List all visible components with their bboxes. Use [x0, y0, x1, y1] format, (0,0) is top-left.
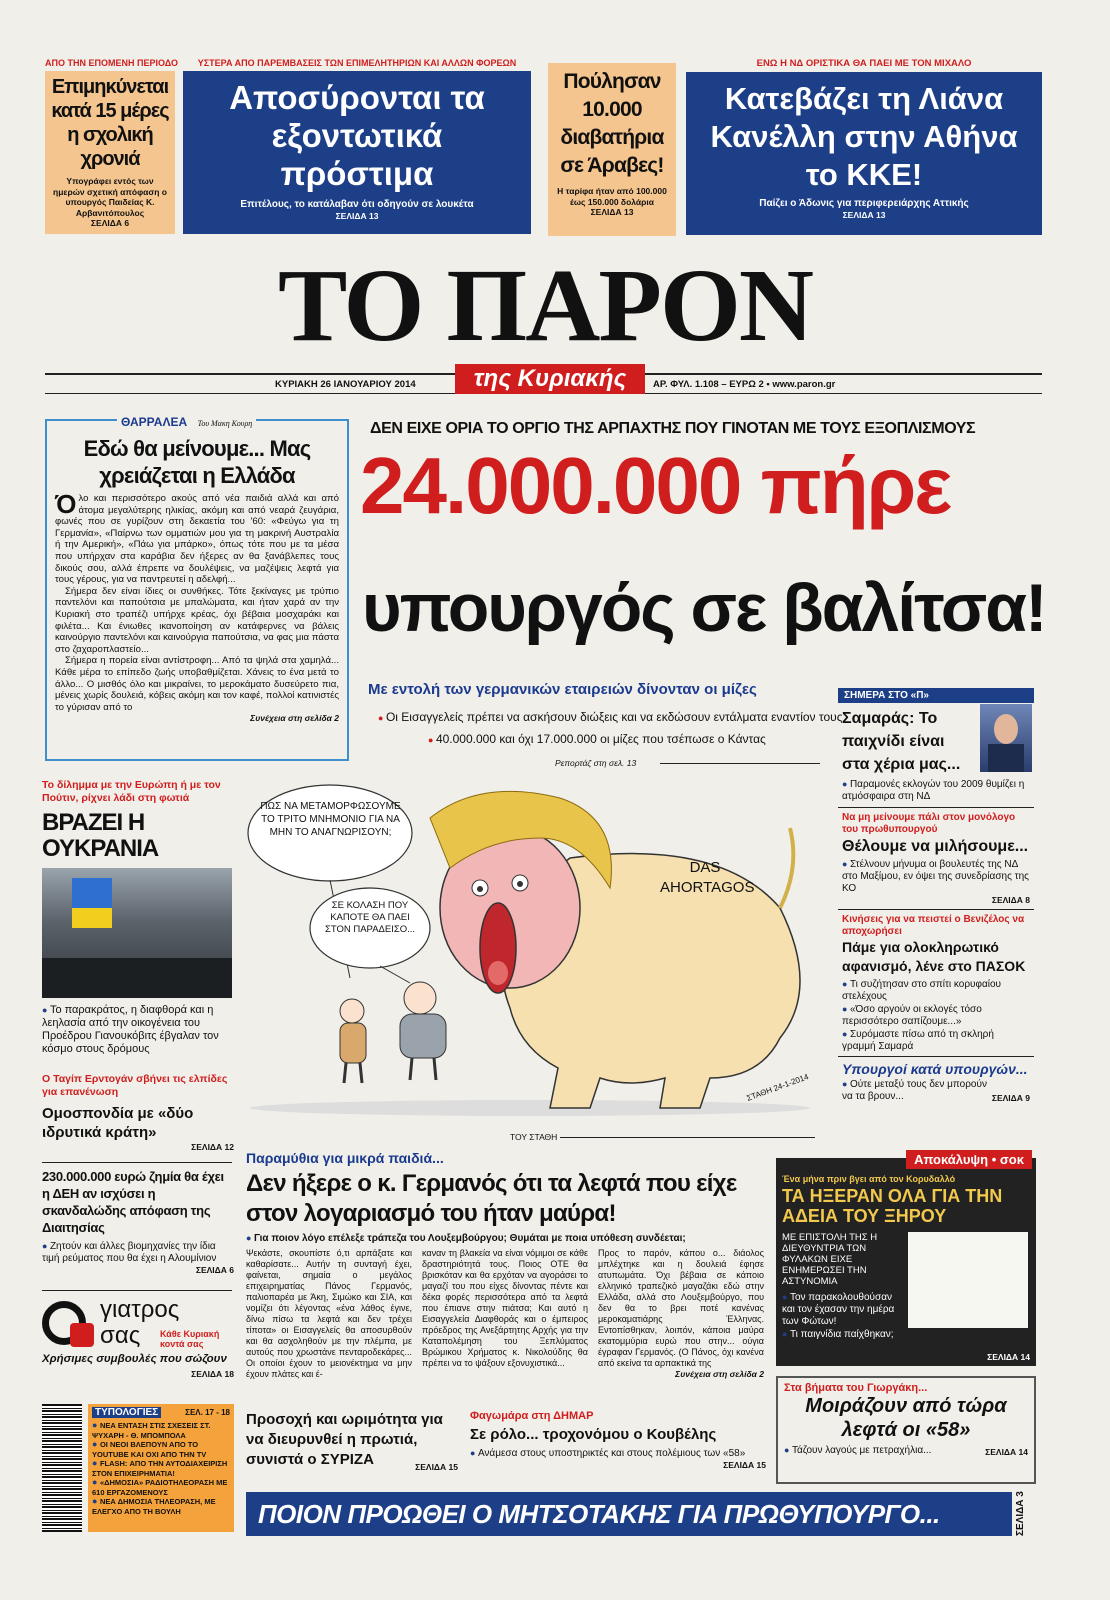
story-erdogan[interactable] [42, 1073, 234, 1153]
page-ref: ΣΕΛΙΔΑ 13 [590, 207, 634, 217]
kicker: ΕΝΩ Η ΝΔ ΟΡΙΣΤΙΚΑ ΘΑ ΠΑΕΙ ΜΕ ΤΟΝ ΜΙΧΑΛΟ [756, 58, 972, 69]
nd-headline: Θέλουμε να μιλήσουμε... [842, 838, 1029, 855]
column-label: ΘΑΡΡΑΛΕΑ [121, 415, 188, 429]
item: ● ΝΕΑ ΕΝΤΑΣΗ ΣΤΙΣ ΣΧΕΣΕΙΣ ΣΤ. ΨΥΧΑΡΗ - Θ. ΜΠΟΜΠΟΛΑ [92, 1421, 230, 1440]
headline: Πούλησαν 10.000 διαβατήρια σε Άραβες! [560, 70, 664, 177]
bottom-banner[interactable] [246, 1492, 1012, 1536]
story-58[interactable] [776, 1376, 1036, 1484]
top-story-fines[interactable] [183, 58, 531, 236]
bullet-1: ● Τον παρακολουθούσαν και τον έχασαν την ημέρα των Φώτων! [782, 1291, 902, 1328]
page-ref: ΣΕΛΙΔΑ 15 [723, 1460, 766, 1470]
column-text: Όλο και περισσότερο ακούς από νέα παιδιά αλλά και από άτομα μεγαλύτερης ηλικίας, ακόμη και από νεαρά ζευγάρια, φωνές που σε γυρίζουν στη δεκαετία του '60: «Φεύγω για τη Γερμανία», «Παίρνω των ομματιών μου για τη μακρινή Αυστραλία ή την Αμερική», «Πάω για μπάρκο», όπως τότε που με τα μέσα που υπήρχαν στα καράβια δεν ήξερες αν θα ξανάβλεπες τους δικούς σου, αλλά έπρεπε να δουλέψεις, να μαζέψεις λεφτά για τους γέρους, για να παντρευτεί η αδελφή... [55, 489, 339, 586]
headline: ΒΡΑΖΕΙ Η ΟΥΚΡΑΝΙΑ [42, 809, 159, 862]
bullet: Υπογράφει εντός των ημερών σχετική απόφαση ο υπουργός Παιδείας Κ. Αρβανιτόπουλος [53, 176, 167, 218]
text: ΜΕ ΕΠΙΣΤΟΛΗ ΤΗΣ Η ΔΙΕΥΘΥΝΤΡΙΑ ΤΩΝ ΦΥΛΑΚΩΝ ΕΙΧΕ ΕΝΗΜΕΡΩΣΕΙ ΤΗΝ ΑΣΤΥΝΟΜΙΑ [782, 1232, 878, 1287]
item: ● ΝΕΑ ΔΗΜΟΣΙΑ ΤΗΛΕΟΡΑΣΗ, ΜΕ ΕΛΕΓΧΟ ΑΠΟ ΤΗ ΒΟΥΛΗ [92, 1497, 230, 1516]
doctor-logo-text-1: γιατρος [100, 1296, 180, 1323]
ministers-page: ΣΕΛΙΔΑ 9 [991, 1092, 1030, 1103]
kicker: ΑΠΟ ΤΗΝ ΕΠΟΜΕΝΗ ΠΕΡΙΟΔΟ [45, 58, 178, 68]
continue-note[interactable]: Συνέχεια στη σελίδα 2 [675, 1369, 764, 1379]
headline: ΤΑ ΗΞΕΡΑΝ ΟΛΑ ΓΙΑ ΤΗΝ ΑΔΕΙΑ ΤΟΥ ΞΗΡΟΥ [782, 1186, 1003, 1226]
cartoon-credit: ΤΟΥ ΣΤΑΘΗ [510, 1132, 558, 1142]
bullet: Η ταρίφα ήταν από 100.000 έως 150.000 δολάρια [557, 186, 667, 207]
pasok-bullet-1: ● Τι συζήτησαν στο σπίτι κορυφαίου στελέχους [838, 978, 1034, 1003]
samaras-headline: Σαμαράς: Το παιχνίδι είναι στα χέρια μας... [842, 710, 961, 773]
cross-icon [70, 1323, 94, 1347]
masthead-title: ΤΟ ΠΑΡΟΝ [278, 248, 812, 363]
samaras-bullet: ● Παραμονές εκλογών του 2009 θυμίζει η ατμόσφαιρα στη ΝΔ [838, 778, 1034, 803]
main-headline-black: υπουργός σε βαλίτσα! [362, 570, 1046, 646]
bullet: ● Το παρακράτος, η διαφθορά και η λεηλασία από την οικογένεια του Προέδρου Γιανουκόβιτς έβγαλαν τον κόσμο στους δρόμους [42, 1004, 234, 1056]
nd-page: ΣΕΛΙΔΑ 8 [991, 895, 1030, 905]
top-story-kke[interactable] [686, 58, 1042, 236]
masthead-subtitle: της Κυριακής [455, 364, 645, 394]
cartoon-bubble-1: ΠΩΣ ΝΑ ΜΕΤΑΜΟΡΦΩΣΟΥΜΕ ΤΟ ΤΡΙΤΟ ΜΝΗΜΟΝΙΟ ΓΙΑ ΝΑ ΜΗΝ ΤΟ ΑΝΑΓΝΩΡΙΣΟΥΝ; [260, 801, 401, 838]
kicker: Ένα μήνα πριν βγει από τον Κορυδαλλό [782, 1174, 956, 1184]
doctor-slogan: Χρήσιμες συμβουλές που σώζουν [42, 1353, 227, 1365]
headline: Μοιράζουν από τώρα λεφτά οι «58» [805, 1395, 1007, 1441]
story-xirou[interactable] [776, 1152, 1036, 1366]
headline: Δεν ήξερε ο κ. Γερμανός ότι τα λεφτά που είχε στον λογαριασμό του ήταν μαύρα! [246, 1170, 737, 1227]
bullet: Παίζει ο Άδωνις για περιφερειάρχης Αττικής [759, 198, 969, 209]
nd-bullet: ● Στέλνουν μήνυμα οι βουλευτές της ΝΔ στο Μαξίμου, εν όψει της συνεδρίασης της ΚΟ [838, 858, 1034, 895]
pasok-bullet-3: ● Συρόμαστε πίσω από τη σκληρή γραμμή Σαμαρά [838, 1028, 1034, 1053]
page-ref: ΣΕΛΙΔΑ 14 [985, 1447, 1028, 1457]
story-dimar[interactable] [470, 1410, 766, 1471]
banner-page-ref: ΣΕΛΙΔΑ 3 [1015, 1491, 1026, 1536]
page-ref: ΣΕΛΙΔΑ 15 [415, 1462, 458, 1472]
masthead-date: ΚΥΡΙΑΚΗ 26 ΙΑΝΟΥΑΡΙΟΥ 2014 [275, 379, 416, 390]
photo-protest [42, 868, 232, 998]
bullet: ● Ζητούν και άλλες βιομηχανίες την ίδια τιμή ρεύματος που θα έχει η Αλουμίνιον [42, 1240, 234, 1265]
story-syriza[interactable] [246, 1410, 458, 1473]
page-ref: ΣΕΛΙΔΑ 14 [987, 1351, 1030, 1362]
item: ● ΟΙ ΝΕΟΙ ΒΛΕΠΟΥΝ ΑΠΟ ΤΟ YOUTUBE ΚΑΙ ΟΧΙ ΑΠΟ ΤΗΝ TV [92, 1440, 230, 1459]
cartoon-label: DAS AHORTAGOS [660, 859, 755, 896]
headline: Επιμηκύνεται κατά 15 μέρες η σχολική χρονιά [51, 76, 169, 170]
headline: Αποσύρονται τα εξοντωτικά πρόστιμα [229, 79, 485, 192]
nd-kicker: Να μη μείνουμε πάλι στον μονόλογο του πρωθυπουργού [842, 812, 1016, 835]
column-tharralea[interactable]: ΘΑΡΡΑΛΕΑ Του Μακη Κουρη Εδώ θα μείνουμε... Μας χρειάζεται η Ελλάδα Όλο και περισσότερο ακούς από νέα παιδιά αλλά και από άτομα μεγαλύτερης ηλικίας, ακόμη και από νεαρά ζευγάρια, φωνές που σε γυρίζουν στη δεκαετία του '60: «Φεύγω για τη Γερμανία», «Παίρνω των ομματιών μου για τη μακρινή Αυστραλία ή την Αμερική», «Πάω για μπάρκο», όπως τότε που με τα μέσα που υπήρχαν στα καράβια δεν ήξερες αν θα ξανάβλεπες τους δικούς σου, αλλά έπρεπε να δουλέψεις, να μαζέψεις λεφτά για τους γέρους, για να παντρευτεί η αδελφή... Σήμερα δεν είναι ίδιες οι συνθήκες. Τότε ξεκίναγες με τρύπιο παντελόνι και παπούτσια με μπαλώματα, και ήταν χαρά αν την Κυριακή στο τραπέζι υπήρχε κρέας, όχι βέβαια μοσχαράκι και φιλέτα... Και ένιωθες ικανοποίηση αν κατάφερνες να βάλεις καινούργιο παντελόνι και καινούργια παπούτσια, να φας μια πάστα στο ζαχαροπλαστείο... Σήμερα η πορεία είναι αντίστροφη... Από τα ψηλά στα χαμηλά... Κάθε μέρα το επίπεδο ζωής υποβαθμίζεται. Χάνεις το ένα μετά το άλλο... Ο μισθός όλο και μικραίνει, το μεροκάματο δυσεύρετο πια, μένεις χωρίς δουλειά, κόβεις ακόμη και τον καφέ, πολλοί κατινιστές το γύρισαν από το Συνέχεια στη σελίδα 2 [45, 419, 349, 761]
main-bullet-2: ● 40.000.000 και όχι 17.000.000 οι μίζες που τσέπωσε ο Κάντας [428, 733, 828, 746]
barcode [42, 1404, 82, 1532]
kicker: Ο Ταγίπ Ερντογάν σβήνει τις ελπίδες για επανένωση [42, 1073, 228, 1098]
bullet: ● Ανάμεσα στους υποστηρικτές και στους πολέμιους των «58» [470, 1447, 766, 1460]
pasok-kicker: Κινήσεις για να πειστεί ο Βενιζέλος να αποχωρήσει [842, 913, 1025, 937]
doctor-promo[interactable] [42, 1297, 234, 1381]
top-story-passports[interactable] [548, 63, 676, 236]
today-label: ΣΗΜΕΡΑ ΣΤΟ «Π» [838, 688, 1034, 703]
kicker: Στα βήματα του Γιωργάκη... [784, 1382, 928, 1394]
bullet: Επιτέλους, το κατάλαβαν ότι οδηγούν σε λουκέτα [240, 199, 474, 210]
badge: Αποκάλυψη • σοκ [906, 1150, 1032, 1169]
bullet: ● Τάζουν λαγούς με πετραχήλια... [784, 1444, 1028, 1457]
letter-image [908, 1232, 1028, 1328]
page-ref: ΣΕΛΙΔΑ 6 [195, 1265, 234, 1275]
ministers-bullet: ● Ούτε μεταξύ τους δεν μπορούν να τα βρουν... [838, 1078, 998, 1103]
main-bullet-1: ● Οι Εισαγγελείς πρέπει να ασκήσουν διώξεις και να εκδώσουν εντάλματα εναντίον τους [378, 711, 828, 724]
page-ref: ΣΕΛΙΔΑ 13 [842, 210, 886, 220]
story-typologies[interactable] [88, 1404, 234, 1532]
doctor-logo-text-2: σας [100, 1322, 141, 1349]
main-report[interactable]: Ρεπορτάζ στη σελ. 13 [555, 758, 637, 768]
cartoon [240, 778, 820, 1138]
samaras-photo [980, 704, 1032, 772]
headline: 230.000.000 ευρώ ζημία θα έχει η ΔΕΗ αν ισχύσει η σκανδαλώδης απόφαση της Διαιτησίας [42, 1169, 224, 1235]
bullet: ● Για ποιον λόγο επέλεξε τράπεζα του Λουξεμβούργου; Θυμάται με ποια υπόθεση συνδέεται; [246, 1232, 766, 1245]
story-germanos[interactable] [246, 1150, 766, 1400]
headline: Κατεβάζει τη Λιάνα Κανέλλη στην Αθήνα το ΚΚΕ! [710, 81, 1018, 192]
story-dei[interactable] [42, 1168, 234, 1276]
top-story-school[interactable] [45, 58, 178, 236]
headline: Σε ρόλο... τροχονόμου ο Κουβέλης [470, 1426, 717, 1443]
page-ref: ΣΕΛΙΔΑ 6 [90, 218, 130, 228]
pages: ΣΕΛ. 17 - 18 [185, 1408, 230, 1417]
text-col-1: Ψεκάστε, σκουπίστε ό,τι αρπάξατε και καθαρίσατε... Αυτήν τη συνταγή έχει, φαίνεται, σημαία ο μεγάλος επιχειρηματίας Πάνος Γερμανός, παλιοπαρέα με Άκη, Σιμώκο και ΣΙΑ, και νομίζει ότι λέγοντας «ένα λάθος έγινε, δίνω πίσω τα λεφτά και δεν τρέχει τίποτα» οι Εισαγγελείς θα αποσυρθούν και θα ασχοληθούν με την πλέμπα, με αυτούς που χρωστάνε πενταροδεκάρες... Οι οποίοι έχουν το μειονέκτημα να μην έχουν πλάτες και έ- [246, 1248, 412, 1379]
kicker: Το δίλημμα με την Ευρώπη ή με τον Πούτιν, ρίχνει λάδι στη φωτιά [42, 779, 221, 804]
column-author: Του Μακη Κουρη [197, 419, 253, 428]
label: ΤΥΠΟΛΟΓΙΕΣ [92, 1407, 161, 1418]
main-kicker: ΔΕΝ ΕΙΧΕ ΟΡΙΑ ΤΟ ΟΡΓΙΟ ΤΗΣ ΑΡΠΑΧΤΗΣ ΠΟΥ ΓΙΝΟΤΑΝ ΜΕ ΤΟΥΣ ΕΞΟΠΛΙΣΜΟΥΣ [370, 420, 976, 437]
cartoon-bubble-2: ΣΕ ΚΟΛΑΣΗ ΠΟΥ ΚΑΠΟΤΕ ΘΑ ΠΑΕΙ ΣΤΟΝ ΠΑΡΑΔΕΙΣΟ... [324, 900, 416, 935]
kicker: ΥΣΤΕΡΑ ΑΠΟ ΠΑΡΕΜΒΑΣΕΙΣ ΤΩΝ ΕΠΙΜΕΛΗΤΗΡΙΩΝ ΚΑΙ ΑΛΛΩΝ ΦΟΡΕΩΝ [197, 58, 517, 68]
text-col-3: Προς το παρόν, κάπου ο... διάολος μπλέχτηκε και η δουλειά έφησε ατυπωμάτα. Όχι βέβαια σε κάποιο ελληνικό τραπεζικό μαγαζάκι εδώ στην Ελλάδα, αλλά στο Λουξεμβούργο, που δεν θα το βρει ποτέ κανένας μεροκαματιάρης Έλληνας. Εντοπίσθηκαν, λοιπόν, κάποια μαύρα εκατομμύρια ευρώ που στην... ούγια έγραφαν Γερμανός. (Ο Πάνος, όχι κανένα από εκείνα τα αρπακτικά της [598, 1248, 764, 1368]
headline: Ομοσπονδία με «δύο ιδρυτικά κράτη» [42, 1105, 194, 1141]
item: ● «ΔΗΜΟΣΙΑ» ΡΑΔΙΟΤΗΛΕΟΡΑΣΗ ΜΕ 610 ΕΡΓΑΖΟΜΕΝΟΥΣ [92, 1478, 230, 1497]
pasok-bullet-2: ● «Όσο αργούν οι εκλογές τόσο περισσότερο σαπίζουμε...» [838, 1003, 1034, 1028]
page-ref: ΣΕΛΙΔΑ 13 [335, 211, 379, 221]
doctor-tag: Κάθε Κυριακή κοντά σας [160, 1329, 220, 1349]
headline: Προσοχή και ωριμότητα για να διευρυνθεί η πρωτιά, συνιστά ο ΣΥΡΙΖΑ [246, 1411, 443, 1468]
banner-text: ΠΟΙΟΝ ΠΡΟΩΘΕΙ Ο ΜΗΤΣΟΤΑΚΗΣ ΓΙΑ ΠΡΩΘΥΠΟΥΡΓΟ... [258, 1499, 940, 1529]
pasok-headline: Πάμε για ολοκληρωτικό αφανισμό, λένε στο ΠΑΣΟΚ [842, 938, 1026, 974]
ministers-headline: Υπουργοί κατά υπουργών... [842, 1060, 1028, 1077]
item: ● FLASH: ΑΠΟ ΤΗΝ ΑΥΤΟΔΙΑΧΕΙΡΙΣΗ ΣΤΟΝ ΕΠΙΧΕΙΡΗΜΑΤΙΑ! [92, 1459, 230, 1478]
drop-cap: Ό [55, 489, 77, 519]
text-col-2: καναν τη βλακεία να είναι νόμιμοι σε κάθε δραστηριότητά τους. Ποιος ΟΤΕ θα βρισκόταν και θα ερχόταν να αγοράσει το μαγαζί του που είχες δίνοντας πέντε και δέκα φορές περισσότερα από τα λεφτά που έπιανε στην πιάτσα; Και αυτό η Εισαγγελεία Διαφθοράς και ο έμπειρος πρόεδρος της Ανεξάρτητης Αρχής για την Καταπολέμηση του Ξεπλύματος Βρώμικου Χρήματος κ. Νικολούδης θα πρέπει να το ψάξουν εξονυχιστικά... [422, 1248, 588, 1368]
continue-note[interactable]: Συνέχεια στη σελίδα 2 [250, 713, 339, 724]
page-ref: ΣΕΛΙΔΑ 12 [191, 1142, 234, 1152]
today-box[interactable] [838, 688, 1034, 1130]
page-ref: ΣΕΛΙΔΑ 18 [191, 1369, 234, 1379]
kicker: Παραμύθια για μικρά παιδιά... [246, 1150, 444, 1166]
masthead-issue: ΑΡ. ΦΥΛ. 1.108 – ΕΥΡΩ 2 • www.paron.gr [653, 379, 836, 390]
main-headline-red: 24.000.000 πήρε [360, 441, 951, 530]
main-sub: Με εντολή των γερμανικών εταιρειών δίνονταν οι μίζες [368, 681, 757, 698]
story-ukraine[interactable] [42, 779, 234, 1056]
cartoon-signature: ΣΤΑΘΗ 24-1-2014 [745, 1072, 810, 1103]
kicker: Φαγωμάρα στη ΔΗΜΑΡ [470, 1410, 594, 1422]
column-headline: Εδώ θα μείνουμε... Μας χρειάζεται η Ελλάδα [83, 436, 311, 488]
bullet-2: ● Τι παιγνίδια παίχθηκαν; [782, 1328, 902, 1341]
